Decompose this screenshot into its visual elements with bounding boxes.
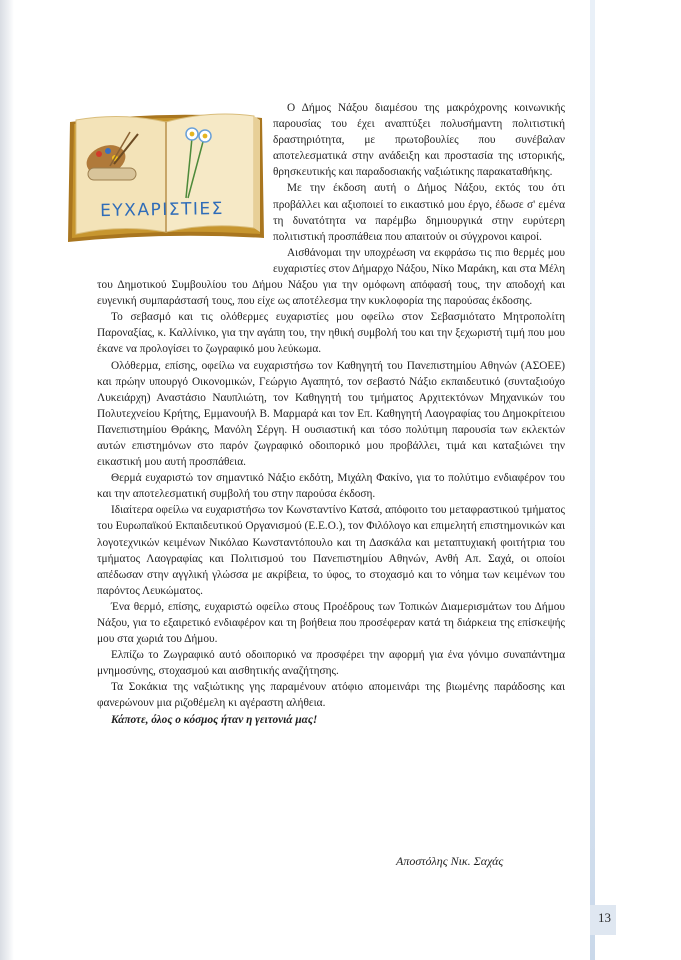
acknowledgements-text xyxy=(97,100,565,728)
book-title: ΕΥΧΑΡΙΣΤΙΕΣ xyxy=(99,198,225,222)
paragraph: Αισθάνομαι την υποχρέωση να εκφράσω τις πιο θερμές μου ευχαριστίες στον Δήμαρχο Νάξου, Νίκο Μαράκη, και στα Μέλη του Δημοτικού Συμβουλίου του Δήμου Νάξου για την ομόφωνη απόφασή τους, την αποδοχή και ευγενική συμπαράστασή τους, που είχε ως αποτέλεσμα την κυκλοφορία της παρούσας έκδοσης. xyxy=(97,246,565,308)
paragraph: Ένα θερμό, επίσης, ευχαριστώ οφείλω στους Προέδρους των Τοπικών Διαμερισμάτων του Δήμου Νάξου, για το εξαιρετικό ενδιαφέρον και τη βοήθεια που προσέφεραν κατά τη διάρκεια της επίσκεψής μου στα χωριά του Δήμου. xyxy=(97,600,565,646)
paragraph: Ολόθερμα, επίσης, οφείλω να ευχαριστήσω τον Καθηγητή του Πανεπιστημίου Αθηνών (ΑΣΟΕΕ) και πρώην υπουργό Οικονομικών, Γεώργιο Αγαπητό, τον σεβαστό Νάξιο εκπαιδευτικό (συνταξιούχο Λυκειάρχη) Αναστάσιο Ναυπλιώτη, τον Καθηγητή του τμήματος Αρχιτεκτόνων Μηχανικών του Πολυτεχνείου Κρήτης, Εμμανουήλ Β. Μαρμαρά και τον Επ. Καθηγητή Λαογραφίας του Δημοκρίτειου Πανεπιστημίου Θράκης, Μανόλη Σέργη. Η ουσιαστική και τόσο πολύτιμη παρουσία των εκλεκτών αυτών επιστημόνων στο παρόν ζωγραφικό οδοιπορικό μου προβάλλει, τιμά και καταξιώνει την εικαστική μου αυτή προσπάθεια. xyxy=(97,359,565,469)
closing-line: Κάποτε, όλος ο κόσμος ήταν η γειτονιά μας! xyxy=(111,713,318,726)
paragraph: Θερμά ευχαριστώ τον σημαντικό Νάξιο εκδότη, Μιχάλη Φακίνο, για το πολύτιμο ενδιαφέρον του και την αποτελεσματική συμβολή του στην παρούσα έκδοση. xyxy=(97,472,565,501)
page-edge-shadow xyxy=(0,0,14,960)
paragraph: Με την έκδοση αυτή ο Δήμος Νάξου, εκτός του ότι προβάλλει και αξιοποιεί το εικαστικό μου έργο, έδωσε σ' εμένα τη δυνατότητα να παρέμβω δημιουργικά στην ευρύτερη πολιτιστική προσπάθεια που απαιτούν οι σύγχρονοι καιροί. xyxy=(273,182,565,243)
paragraph: Το σεβασμό και τις ολόθερμες ευχαριστίες μου οφείλω στον Σεβασμιότατο Μητροπολίτη Παροναξίας, κ. Καλλίνικο, για την αγάπη του, την ηθική συμβολή του και την ξεχωριστή τιμή που μου έκανε να προλογίσει το ζωγραφικό μου λεύκωμα. xyxy=(97,311,565,356)
image-float-space xyxy=(95,100,273,266)
page-number: 13 xyxy=(598,910,611,925)
paragraph: Ιδιαίτερα οφείλω να ευχαριστήσω τον Κωνσταντίνο Κατσά, απόφοιτο του μεταφραστικού τμήματος του Ευρωπαϊκού Εκπαιδευτικού Οργανισμού (Ε.Ε.Ο.), τον Φιλόλογο και επιμελητή επιστημονικών και λογοτεχνικών κειμένων Νικόλαο Κωνσταντόπουλο και τη Δασκάλα και μεταπτυχιακή φοιτήτρια του τμήματος Λαογραφίας και Πολιτισμού του Πανεπιστημίου Αθηνών, Ανθή Απ. Σαχά, οι οποίοι απέδωσαν στην αγγλική γλώσσα με ακρίβεια, το ύφος, το στοχασμό και το νόημα των κειμένων του παρόντος Λευκώματος. xyxy=(97,504,565,597)
paragraph: Ελπίζω το Ζωγραφικό αυτό οδοιπορικό να προσφέρει την αφορμή για ένα γόνιμο συναπάντημα μνημοσύνης, στοχασμού και αισθητικής αναζήτησης. xyxy=(97,649,565,678)
signature: Αποστόλης Νικ. Σαχάς xyxy=(396,854,504,868)
paragraph: Ο Δήμος Νάξου διαμέσου της μακρόχρονης κοινωνικής παρουσίας του έχει αναπτύξει πολυσήμαντη πολιτιστική δραστηριότητα, με πρωτοβουλίες που συνέβαλαν αποτελεσματικά στην ανάδειξη και προστασία της ιστορικής, θρησκευτικής και παραδοσιακής ναξιώτικης παρακαταθήκης. xyxy=(273,102,565,179)
margin-bar xyxy=(590,0,595,960)
paragraph: Τα Σοκάκια της ναξιώτικης γης παραμένουν ατόφιο απομεινάρι της βιωμένης παράδοσης και φανερώνουν μια ριζοθέμελη κι αγέραστη αλήθεια. xyxy=(97,681,565,710)
